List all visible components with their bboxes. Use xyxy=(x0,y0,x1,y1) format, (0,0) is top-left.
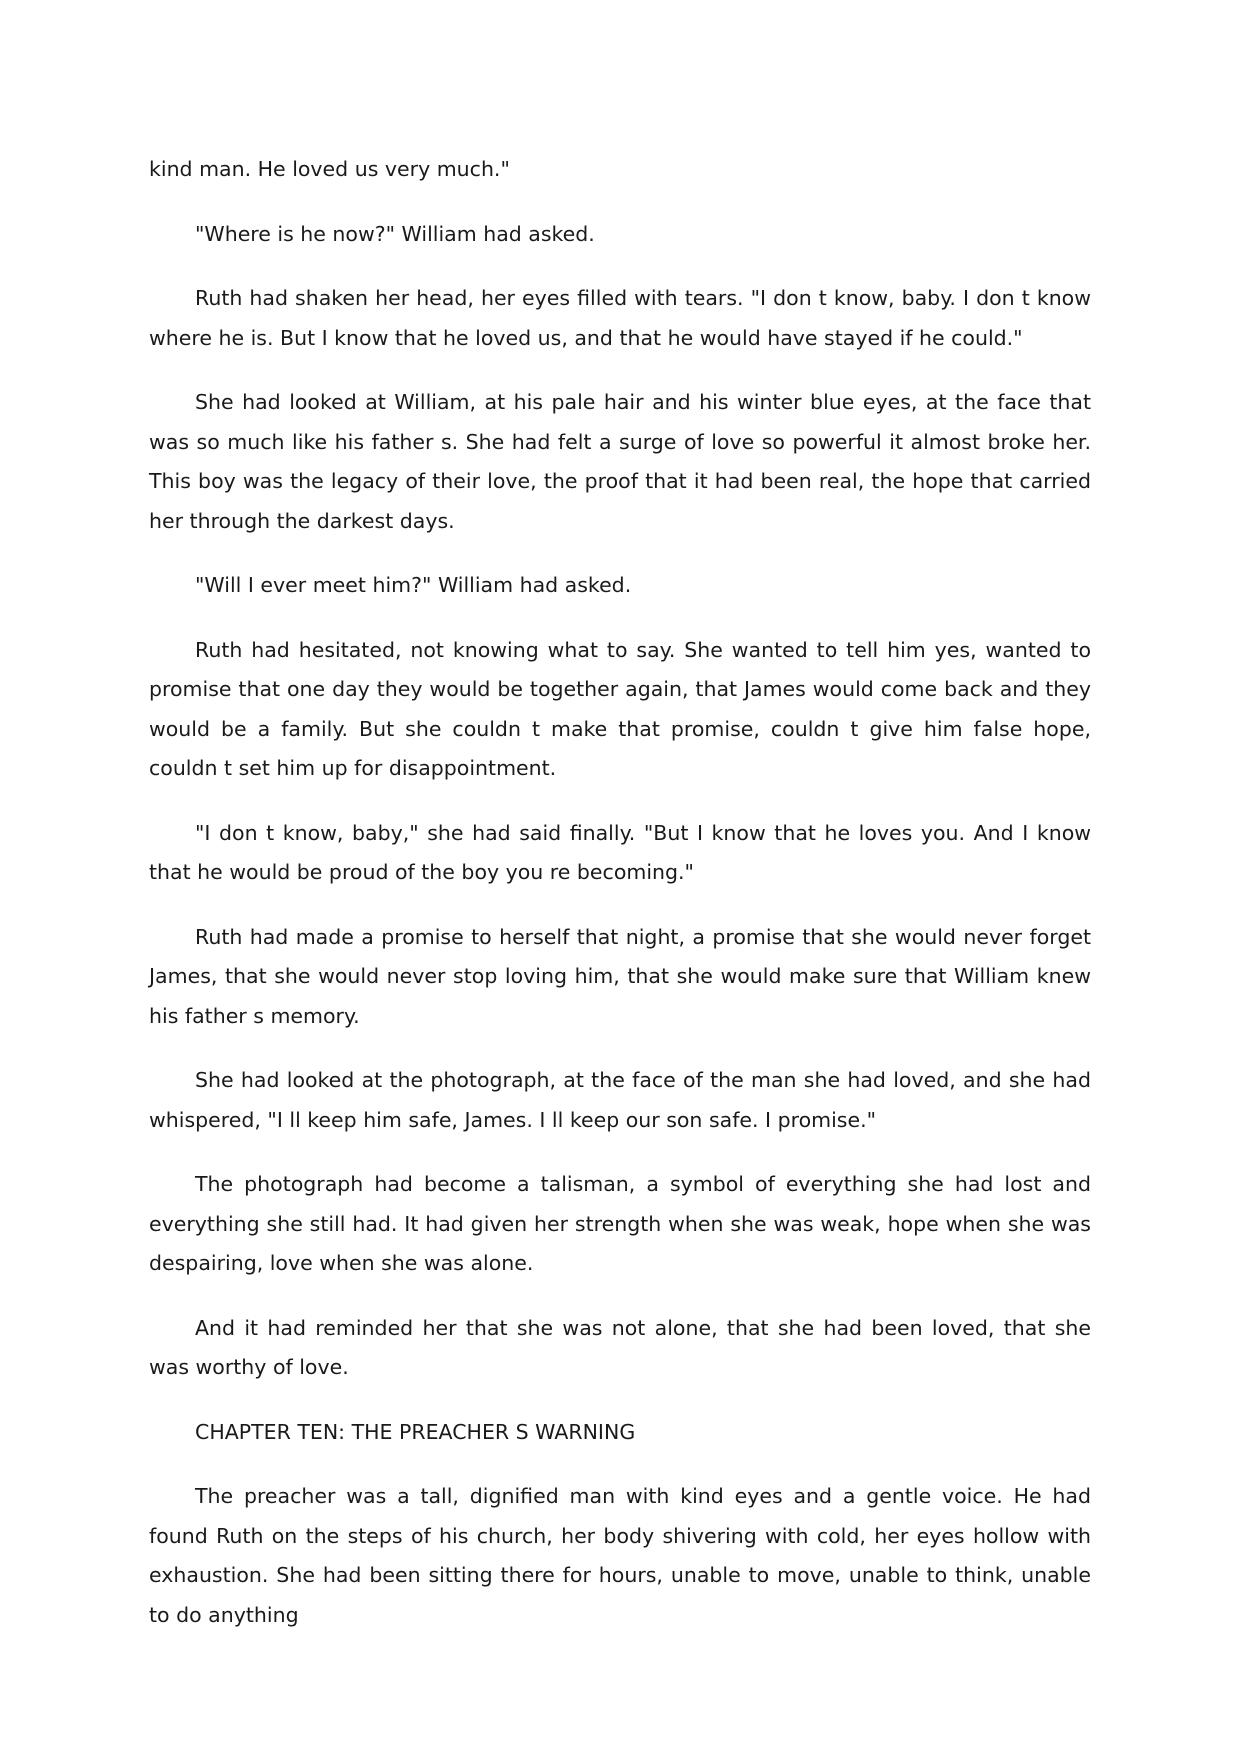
paragraph-continuation: kind man. He loved us very much." xyxy=(149,157,510,181)
paragraph-ruth-shaken: Ruth had shaken her head, her eyes filled with tears. "I don t know, baby. I don t know where he is. But I know that he loved us, and that he would have stayed if he could." xyxy=(149,286,1091,350)
paragraph-ruth-promise: Ruth had made a promise to herself that night, a promise that she would never forget James, that she would never stop loving him, that she would make sure that William knew his father s memory. xyxy=(149,924,1091,1028)
body-text xyxy=(149,150,1091,1660)
paragraph-preacher: The preacher was a tall, dignified man with kind eyes and a gentle voice. He had found Ruth on the steps of his church, her body shivering with cold, her eyes hollow with exhaustion. She had been sitting there for hours, unable to move, unable to think, unable to do anything xyxy=(149,1484,1091,1627)
paragraph-i-dont-know: "I don t know, baby," she had said finally. "But I know that he loves you. And I know that he would be proud of the boy you re becoming." xyxy=(149,820,1091,884)
paragraph-looked-at-william: She had looked at William, at his pale hair and his winter blue eyes, at the face that was so much like his father s. She had felt a surge of love so powerful it almost broke her. This boy was the legacy of their love, the proof that it had been real, the hope that carried her through the darkest days. xyxy=(149,390,1091,533)
paragraph-talisman: The photograph had become a talisman, a symbol of everything she had lost and everything she still had. It had given her strength when she was weak, hope when she was despairing, love when she was alone. xyxy=(149,1172,1091,1275)
chapter-heading: CHAPTER TEN: THE PREACHER S WARNING xyxy=(195,1419,636,1444)
paragraph-ruth-hesitated: Ruth had hesitated, not knowing what to say. She wanted to tell him yes, wanted to promise that one day they would be together again, that James would come back and they would be a family. But she couldn t make that promise, couldn t give him false hope, couldn t set him up for disappointment. xyxy=(149,637,1091,780)
paragraph-not-alone: And it had reminded her that she was not alone, that she had been loved, that she was worthy of love. xyxy=(149,1315,1091,1379)
paragraph-will-i-meet: "Will I ever meet him?" William had asked. xyxy=(195,573,632,597)
paragraph-where-is-he: "Where is he now?" William had asked. xyxy=(195,221,595,246)
paragraph-photograph-whisper: She had looked at the photograph, at the face of the man she had loved, and she had whispered, "I ll keep him safe, James. I ll keep our son safe. I promise." xyxy=(149,1068,1091,1132)
